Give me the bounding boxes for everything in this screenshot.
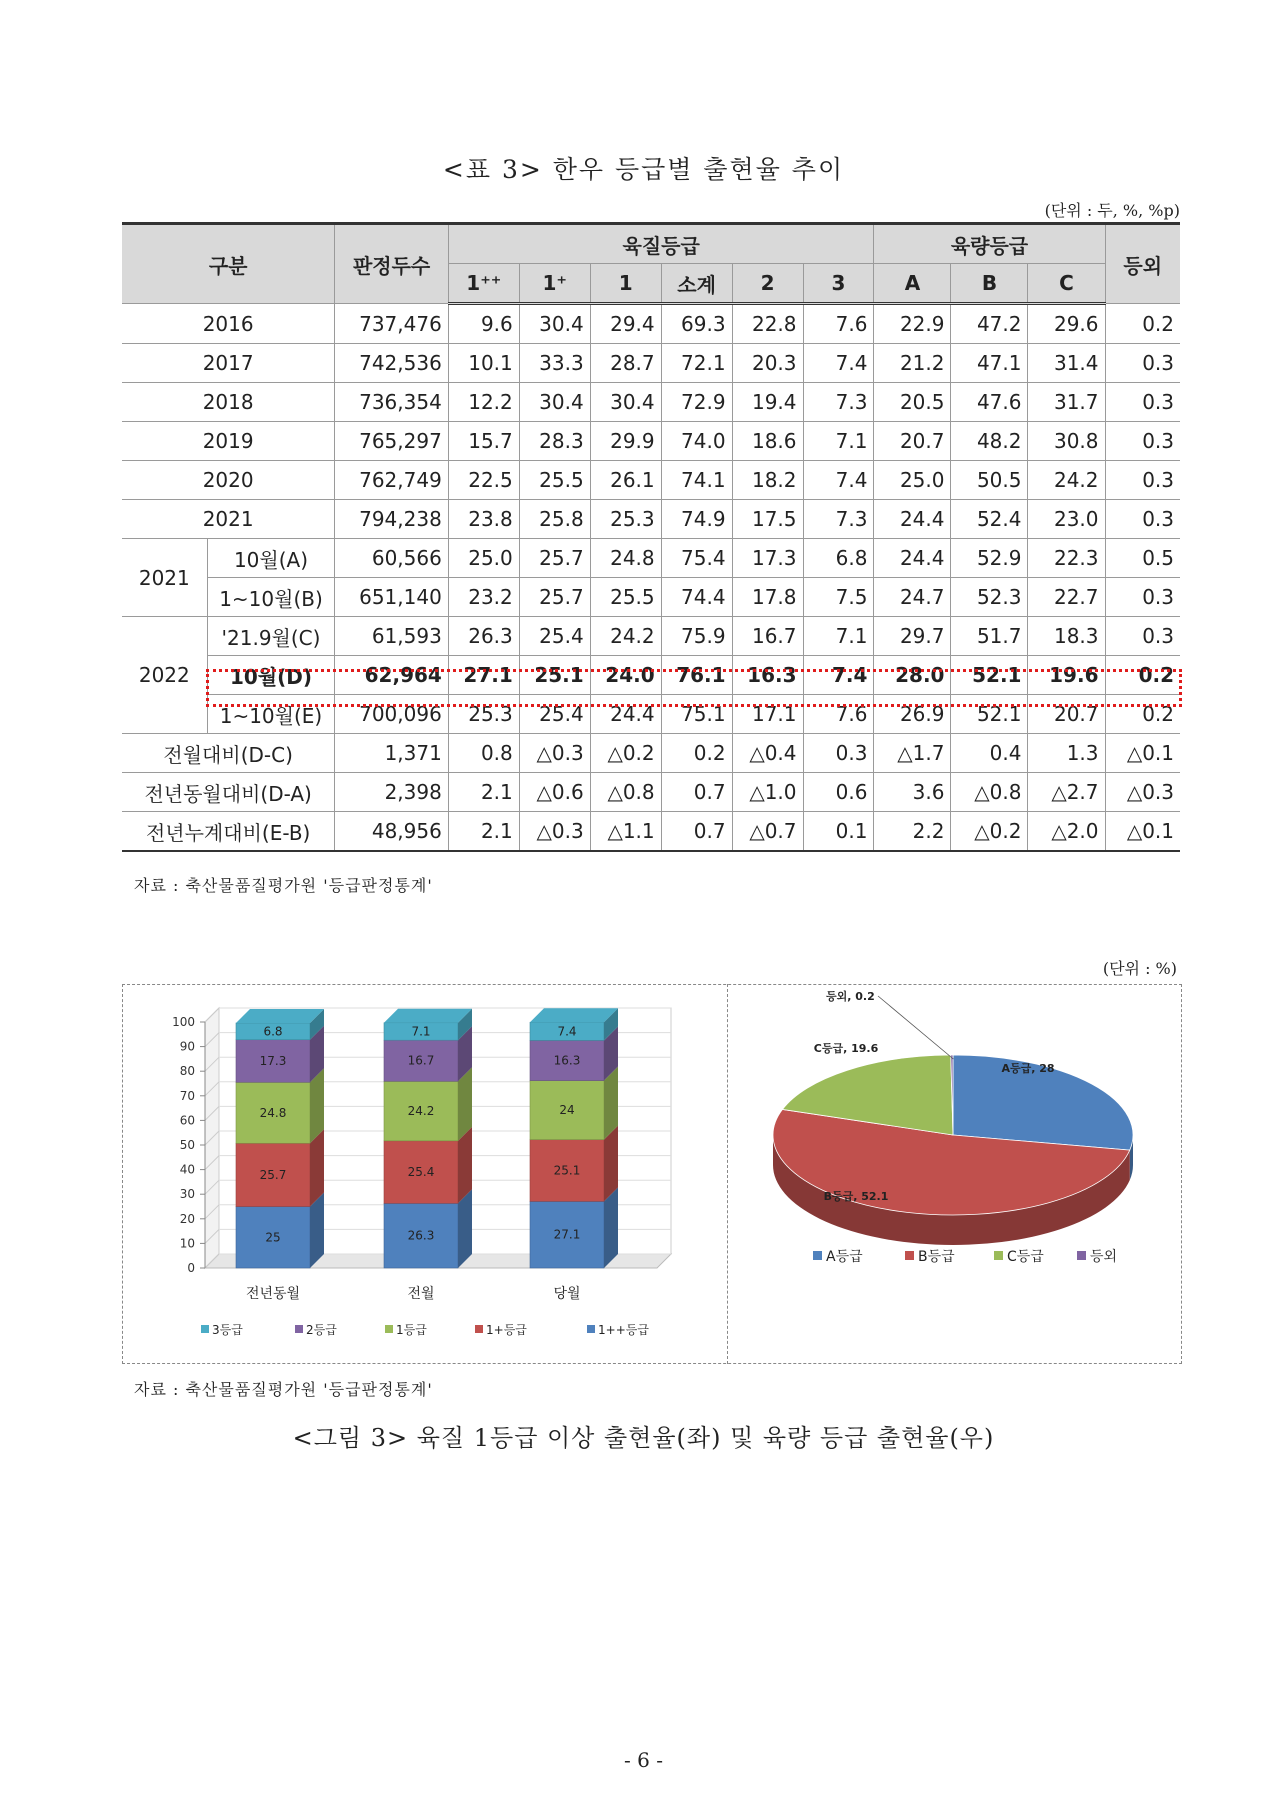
table-cell: 31.7 [1028,383,1105,422]
table-cell: 2.1 [448,773,519,812]
table-cell: 0.3 [1105,578,1180,617]
table-cell: 25.4 [519,617,590,656]
table-cell: 0.3 [803,734,874,773]
bar-top [236,1009,324,1023]
table-cell: 25.8 [519,500,590,539]
table-cell: 52.9 [951,539,1028,578]
table-cell: 0.3 [1105,617,1180,656]
table-cell: △1.0 [732,773,803,812]
table-row [122,344,1180,383]
bar-side [604,1187,618,1268]
row-year: 2022 [122,617,207,734]
table-cell: 700,096 [335,695,449,734]
bar-value-label: 25 [265,1230,281,1245]
table-cell: 19.4 [732,383,803,422]
table-cell: 742,536 [335,344,449,383]
table-cell: 76.1 [661,656,732,695]
legend-swatch [295,1325,303,1333]
legend-label: B등급 [918,1249,955,1265]
pie-data-label: C등급, 19.6 [813,1042,879,1055]
table-cell: 72.9 [661,383,732,422]
table-row [122,656,1180,695]
table-row [122,617,1180,656]
y-tick-label: 40 [179,1162,195,1177]
table-row [122,734,1180,773]
table-cell: 20.7 [1028,695,1105,734]
table-cell: 24.0 [590,656,661,695]
bar-value-label: 16.7 [407,1053,435,1068]
table-cell: 0.7 [661,773,732,812]
table-caption: <표 3> 한우 등급별 출현율 추이 [442,155,845,184]
bar-value-label: 17.3 [259,1053,287,1068]
header-yield-col: A [874,264,951,304]
table-cell: △0.6 [519,773,590,812]
table-cell: △0.2 [590,734,661,773]
bar-value-label: 25.7 [259,1167,287,1182]
table-cell: 22.8 [732,304,803,344]
table-cell: △2.7 [1028,773,1105,812]
bar-value-label: 7.4 [557,1024,577,1039]
table-cell: 24.4 [874,500,951,539]
table-cell: 7.3 [803,500,874,539]
legend-swatch [201,1325,209,1333]
table-row [122,500,1180,539]
table-cell: 15.7 [448,422,519,461]
row-label: 2018 [122,383,335,422]
table-cell: 52.1 [951,695,1028,734]
table-cell: 52.3 [951,578,1028,617]
table-cell: 28.7 [590,344,661,383]
table-cell: △0.2 [951,812,1028,852]
table-cell: 0.2 [1105,695,1180,734]
header-quality-group: 육질등급 [448,224,874,264]
header-yield-group: 육량등급 [874,224,1105,264]
table-cell: 7.4 [803,344,874,383]
table-cell: 17.1 [732,695,803,734]
y-tick-label: 60 [179,1113,195,1128]
pie-data-label: B등급, 52.1 [823,1190,889,1203]
table-cell: 30.4 [590,383,661,422]
legend-label: 2등급 [306,1323,337,1337]
table-cell: 737,476 [335,304,449,344]
table-cell: 29.9 [590,422,661,461]
table-cell: 20.7 [874,422,951,461]
table-cell: 18.6 [732,422,803,461]
legend-swatch [813,1251,822,1260]
table-cell: 29.6 [1028,304,1105,344]
row-label: '21.9월(C) [207,617,335,656]
table-cell: 762,749 [335,461,449,500]
table-cell: 2.2 [874,812,951,852]
header-quality-col: 3 [803,264,874,304]
x-category-label: 당월 [553,1286,581,1302]
table-source: 자료 : 축산물품질평가원 '등급판정통계' [134,876,433,895]
row-label: 10월(A) [207,539,335,578]
table-cell: 22.3 [1028,539,1105,578]
table-cell: 25.5 [590,578,661,617]
table-cell: 52.1 [951,656,1028,695]
table-row [122,578,1180,617]
legend-label: 3등급 [212,1323,243,1337]
table-cell: 29.7 [874,617,951,656]
pie-leader-line [878,996,953,1059]
table-cell: 24.4 [590,695,661,734]
legend-label: C등급 [1007,1249,1044,1265]
legend-label: 1++등급 [598,1323,649,1337]
table-cell: 27.1 [448,656,519,695]
table-cell: 0.2 [1105,656,1180,695]
table-cell: 18.2 [732,461,803,500]
table-cell: 75.4 [661,539,732,578]
y-tick-label: 0 [187,1261,195,1275]
y-tick-label: 20 [179,1211,195,1226]
table-cell: 2.1 [448,812,519,852]
table-cell: 22.5 [448,461,519,500]
table-cell: 25.4 [519,695,590,734]
table-cell: 0.3 [1105,383,1180,422]
table-cell: 21.2 [874,344,951,383]
table-cell: 10.1 [448,344,519,383]
y-tick-label: 70 [179,1088,195,1103]
table-cell: 47.6 [951,383,1028,422]
table-cell: 24.2 [590,617,661,656]
y-tick-label: 10 [179,1236,195,1251]
table-cell: 0.2 [1105,304,1180,344]
table-cell: 7.6 [803,695,874,734]
table-cell: 25.7 [519,578,590,617]
table-cell: 23.0 [1028,500,1105,539]
table-cell: 23.2 [448,578,519,617]
row-label: 10월(D) [207,656,335,695]
bar-value-label: 6.8 [263,1024,283,1039]
table-cell: △1.1 [590,812,661,852]
y-tick-label: 90 [179,1039,195,1054]
table-cell: 74.4 [661,578,732,617]
legend-label: 1등급 [396,1323,427,1337]
table-cell: 794,238 [335,500,449,539]
table-cell: 30.8 [1028,422,1105,461]
table-row [122,695,1180,734]
table-cell: 28.3 [519,422,590,461]
header-quality-col: 1⁺⁺ [448,264,519,304]
row-label: 1~10월(E) [207,695,335,734]
table-cell: 0.8 [448,734,519,773]
table-cell: 24.4 [874,539,951,578]
table-cell: 47.1 [951,344,1028,383]
table-cell: 18.3 [1028,617,1105,656]
row-label: 1~10월(B) [207,578,335,617]
legend-label: 등외 [1090,1249,1118,1265]
table-cell: 62,964 [335,656,449,695]
y-tick-label: 100 [172,1015,195,1029]
table-cell: 30.4 [519,383,590,422]
table-cell: 1.3 [1028,734,1105,773]
table-cell: 7.4 [803,461,874,500]
table-cell: 25.7 [519,539,590,578]
figure-caption: <그림 3> 육질 1등급 이상 출현율(좌) 및 육량 등급 출현율(우) [292,1424,995,1452]
bar-top [530,1008,618,1022]
table-cell: 28.0 [874,656,951,695]
row-label: 2021 [122,500,335,539]
page-number: - 6 - [624,1748,663,1772]
table-cell: △0.4 [732,734,803,773]
table-cell: 17.8 [732,578,803,617]
pie-data-label: A등급, 28 [1001,1062,1055,1075]
table-row [122,383,1180,422]
header-yield-col: C [1028,264,1105,304]
row-label: 2020 [122,461,335,500]
table-cell: 26.1 [590,461,661,500]
legend-swatch [905,1251,914,1260]
table-cell: 48,956 [335,812,449,852]
table-cell: △0.3 [519,734,590,773]
bar-value-label: 16.3 [553,1053,581,1068]
table-cell: 29.4 [590,304,661,344]
header-out: 등외 [1105,224,1180,304]
row-label: 전월대비(D-C) [122,734,335,773]
bar-top [384,1009,472,1023]
table-cell: 7.4 [803,656,874,695]
legend-swatch [994,1251,1003,1260]
pie-data-label: 등외, 0.2 [826,990,875,1003]
table-cell: 25.3 [448,695,519,734]
table-cell: 16.3 [732,656,803,695]
table-cell: 26.3 [448,617,519,656]
legend-swatch [475,1325,483,1333]
table-cell: 50.5 [951,461,1028,500]
table-cell: 22.7 [1028,578,1105,617]
header-category: 구분 [122,224,335,304]
table-cell: 20.3 [732,344,803,383]
table-cell: 52.4 [951,500,1028,539]
table-cell: 12.2 [448,383,519,422]
legend-swatch [1077,1251,1086,1260]
table-cell: 7.6 [803,304,874,344]
table-cell: △0.1 [1105,812,1180,852]
table-unit: (단위 : 두, %, %p) [1044,201,1180,220]
table-row [122,461,1180,500]
table-cell: 651,140 [335,578,449,617]
table-cell: 25.1 [519,656,590,695]
table-cell: 7.1 [803,422,874,461]
table-cell: 60,566 [335,539,449,578]
table-cell: 0.3 [1105,422,1180,461]
table-cell: 9.6 [448,304,519,344]
bar-value-label: 24.8 [259,1105,287,1120]
table-cell: 0.7 [661,812,732,852]
x-category-label: 전월 [407,1286,435,1302]
table-cell: △1.7 [874,734,951,773]
table-cell: 75.1 [661,695,732,734]
table-cell: △2.0 [1028,812,1105,852]
table-cell: 69.3 [661,304,732,344]
table-cell: 0.6 [803,773,874,812]
row-label: 2019 [122,422,335,461]
header-quality-col: 소계 [661,264,732,304]
table-cell: 24.8 [590,539,661,578]
table-cell: △0.8 [590,773,661,812]
table-cell: 7.1 [803,617,874,656]
table-cell: 765,297 [335,422,449,461]
header-quality-col: 2 [732,264,803,304]
stacked-bar-chart [123,985,726,1363]
table-row [122,539,1180,578]
table-cell: △0.1 [1105,734,1180,773]
header-quality-col: 1 [590,264,661,304]
bar-value-label: 26.3 [407,1228,435,1243]
table-cell: 24.2 [1028,461,1105,500]
figure-source: 자료 : 축산물품질평가원 '등급판정통계' [134,1380,433,1399]
table-cell: 22.9 [874,304,951,344]
table-cell: 61,593 [335,617,449,656]
table-cell: 0.3 [1105,344,1180,383]
table-cell: 17.5 [732,500,803,539]
table-cell: 75.9 [661,617,732,656]
table-cell: 33.3 [519,344,590,383]
table-cell: 25.3 [590,500,661,539]
table-cell: 0.5 [1105,539,1180,578]
table-cell: 7.5 [803,578,874,617]
table-cell: 1,371 [335,734,449,773]
row-label: 전년동월대비(D-A) [122,773,335,812]
table-row [122,773,1180,812]
table-cell: 20.5 [874,383,951,422]
table-cell: 736,354 [335,383,449,422]
table-cell: 47.2 [951,304,1028,344]
table-cell: 0.4 [951,734,1028,773]
table-cell: 48.2 [951,422,1028,461]
table-cell: 0.2 [661,734,732,773]
figure-unit: (단위 : %) [1102,959,1177,978]
table-cell: 25.0 [448,539,519,578]
table-cell: 74.0 [661,422,732,461]
header-yield-col: B [951,264,1028,304]
table-cell: 0.3 [1105,461,1180,500]
table-row [122,812,1180,852]
header-count: 판정두수 [335,224,449,304]
bar-value-label: 27.1 [553,1227,581,1242]
table-cell: 24.7 [874,578,951,617]
table-row [122,422,1180,461]
grade-table [122,222,1180,852]
table-cell: 51.7 [951,617,1028,656]
legend-label: A등급 [826,1249,863,1265]
y-tick-label: 30 [179,1187,195,1202]
pie-chart [728,985,1181,1363]
row-label: 전년누계대비(E-B) [122,812,335,852]
bar-value-label: 24.2 [407,1104,435,1119]
table-cell: 25.5 [519,461,590,500]
table-cell: 31.4 [1028,344,1105,383]
bar-value-label: 7.1 [411,1024,431,1039]
table-cell: 74.1 [661,461,732,500]
bar-value-label: 25.1 [553,1163,581,1178]
row-label: 2016 [122,304,335,344]
x-category-label: 전년동월 [245,1286,301,1302]
legend-label: 1+등급 [486,1323,527,1337]
table-cell: 6.8 [803,539,874,578]
table-cell: 30.4 [519,304,590,344]
legend-swatch [587,1325,595,1333]
header-quality-col: 1⁺ [519,264,590,304]
row-year: 2021 [122,539,207,617]
table-cell: 0.3 [1105,500,1180,539]
y-tick-label: 80 [179,1064,195,1079]
table-cell: 7.3 [803,383,874,422]
y-tick-label: 50 [179,1138,195,1152]
table-cell: 25.0 [874,461,951,500]
table-cell: 2,398 [335,773,449,812]
table-cell: 72.1 [661,344,732,383]
table-cell: 23.8 [448,500,519,539]
table-cell: △0.3 [1105,773,1180,812]
row-label: 2017 [122,344,335,383]
table-cell: 16.7 [732,617,803,656]
legend-swatch [385,1325,393,1333]
table-cell: 17.3 [732,539,803,578]
table-cell: △0.8 [951,773,1028,812]
table-cell: 0.1 [803,812,874,852]
table-cell: 26.9 [874,695,951,734]
bar-value-label: 24 [559,1103,575,1118]
table-row [122,304,1180,344]
table-cell: 3.6 [874,773,951,812]
table-cell: 74.9 [661,500,732,539]
table-cell: △0.7 [732,812,803,852]
table-cell: 19.6 [1028,656,1105,695]
bar-value-label: 25.4 [407,1165,435,1180]
table-cell: △0.3 [519,812,590,852]
